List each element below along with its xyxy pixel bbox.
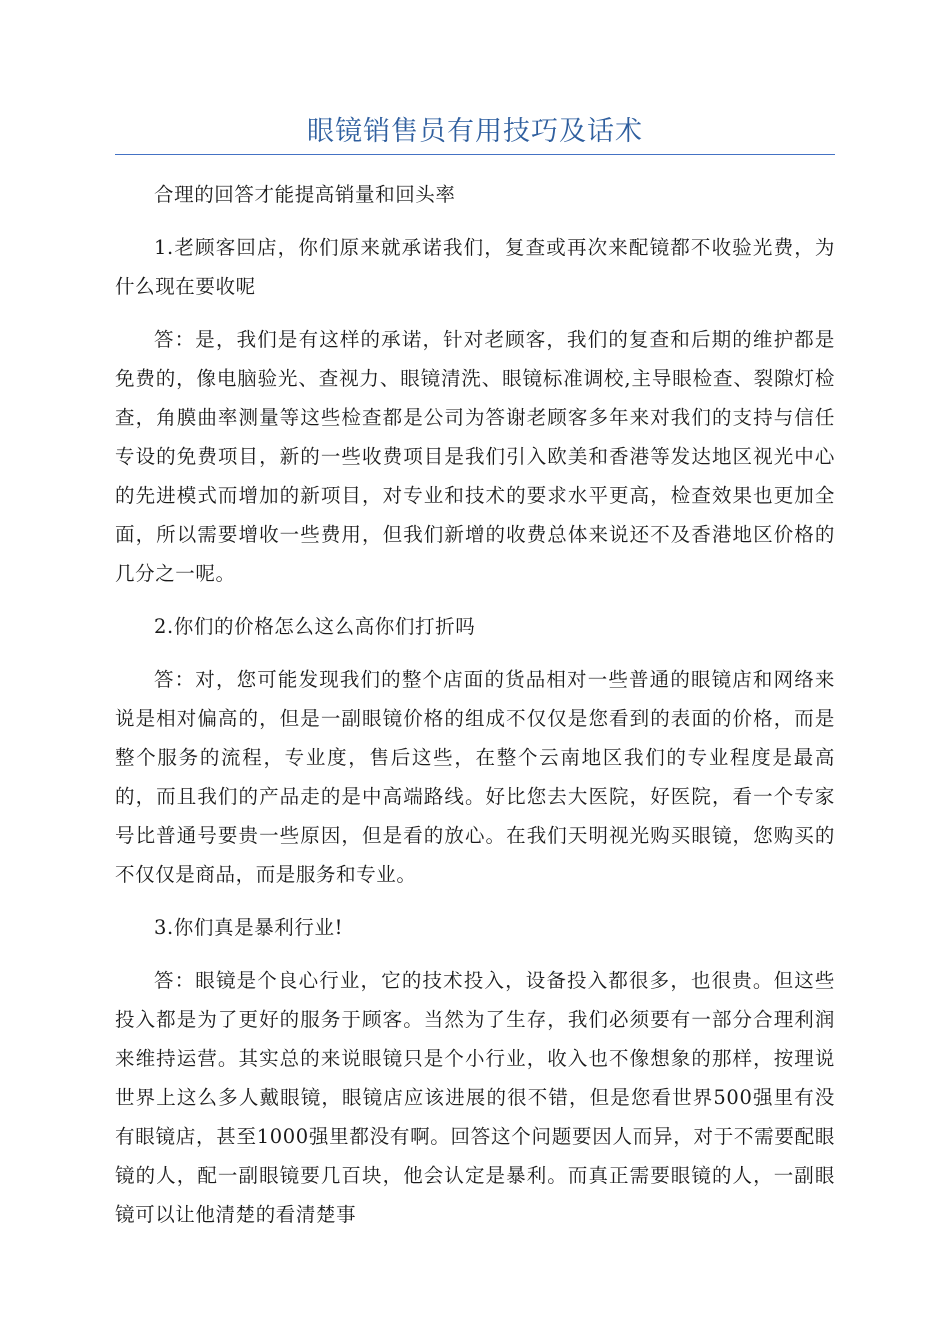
- intro-paragraph: 合理的回答才能提高销量和回头率: [154, 183, 456, 206]
- question-3: 3.你们真是暴利行业!: [154, 916, 344, 939]
- answer-1: 答：是，我们是有这样的承诺，针对老顾客，我们的复查和后期的维护都是免费的，像电脑验光、查视力、眼镜清洗、眼镜标准调校,主导眼检查、裂隙灯检查，角膜曲率测量等这些检查都是公司为答谢老顾客多年来对我们的支持与信任专设的免费项目，新的一些收费项目是我们引入欧美和香港等发达地区视光中心的先进模式而增加的新项目，对专业和技术的要求水平更高，检查效果也更加全面，所以需要增收一些费用，但我们新增的收费总体来说还不及香港地区价格的几分之一呢。: [115, 328, 835, 585]
- answer-2: 答：对，您可能发现我们的整个店面的货品相对一些普通的眼镜店和网络来说是相对偏高的，但是一副眼镜价格的组成不仅仅是您看到的表面的价格，而是整个服务的流程，专业度，售后这些，在整个云南地区我们的专业程度是最高的，而且我们的产品走的是中高端路线。好比您去大医院，好医院，看一个专家号比普通号要贵一些原因，但是看的放心。在我们天明视光购买眼镜，您购买的不仅仅是商品，而是服务和专业。: [115, 668, 835, 886]
- document-title: 眼镜销售员有用技巧及话术: [307, 116, 643, 147]
- question-1: 1.老顾客回店，你们原来就承诺我们，复查或再次来配镜都不收验光费，为什么现在要收呢: [115, 236, 835, 298]
- answer-3: 答：眼镜是个良心行业，它的技术投入，设备投入都很多，也很贵。但这些投入都是为了更好的服务于顾客。当然为了生存，我们必须要有一部分合理利润来维持运营。其实总的来说眼镜只是个小行业，收入也不像想象的那样，按理说世界上这么多人戴眼镜，眼镜店应该进展的很不错，但是您看世界500强里有没有眼镜店，甚至1000强里都没有啊。回答这个问题要因人而异，对于不需要配眼镜的人，配一副眼镜要几百块，他会认定是暴利。而真正需要眼镜的人，一副眼镜可以让他清楚的看清楚事: [115, 969, 835, 1226]
- title-underline: [115, 154, 835, 155]
- document-body: [115, 175, 835, 1248]
- question-2: 2.你们的价格怎么这么高你们打折吗: [154, 615, 476, 638]
